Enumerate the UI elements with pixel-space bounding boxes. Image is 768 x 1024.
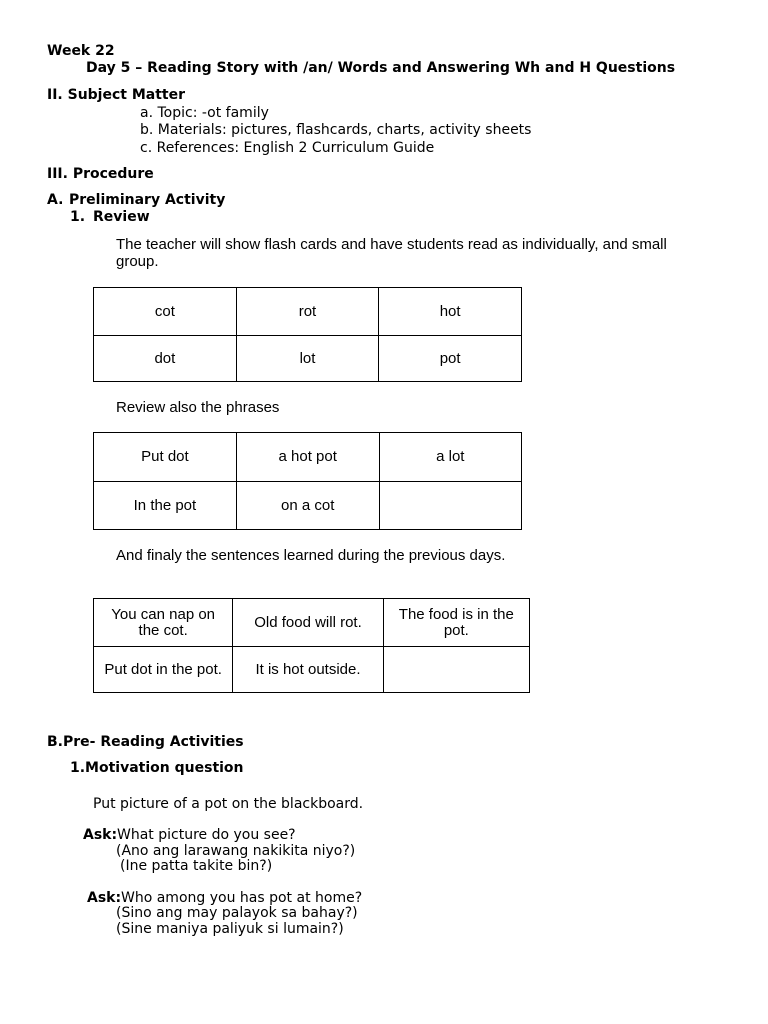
sentence-cell — [383, 599, 529, 647]
word-cell: lot — [236, 336, 379, 382]
phrase-cell: a hot pot — [236, 433, 379, 482]
word-cell: hot — [379, 288, 522, 336]
motivation-instruction: Put picture of a pot on the blackboard. — [93, 796, 364, 812]
word-cell: rot — [236, 288, 379, 336]
word-cell: dot — [94, 336, 237, 382]
sentence-cell — [233, 647, 383, 693]
review-instruction-line-2: group. — [116, 253, 159, 270]
phrase-cell: a lot — [379, 433, 521, 482]
word-cell: cot — [94, 288, 237, 336]
motivation-heading: 1.Motivation question — [70, 760, 244, 776]
phrase-cell — [379, 482, 521, 530]
sentence-cell-line: You can nap on — [111, 605, 216, 623]
procedure-heading: III. Procedure — [47, 166, 154, 182]
sentence-cell — [94, 599, 233, 647]
materials-line: b. Materials: pictures, flashcards, charts, activity sheets — [140, 122, 532, 138]
phrase-cell: on a cot — [236, 482, 379, 530]
ask-translation: (Ano ang larawang nakikita niyo?) — [116, 843, 356, 859]
sentence-cell — [94, 647, 233, 693]
week-label: Week 22 — [47, 43, 115, 59]
ask-label: Ask: — [87, 890, 122, 906]
sentence-cell-line: pot. — [443, 621, 469, 639]
word-cell: pot — [379, 336, 522, 382]
ask-question: What picture do you see? — [117, 827, 296, 843]
pre-reading-heading: B.Pre- Reading Activities — [47, 734, 244, 750]
sentence-cell-line: Old food will rot. — [254, 613, 362, 631]
ask-translation: (Ine patta takite bin?) — [120, 858, 273, 874]
sentence-cell-line: the cot. — [138, 621, 188, 639]
phrase-cell: In the pot — [94, 482, 237, 530]
day-title: Day 5 – Reading Story with /an/ Words and Answering Wh and H Questions — [86, 60, 676, 76]
ask-translation: (Sine maniya paliyuk si lumain?) — [116, 921, 344, 937]
review-instruction-line-1: The teacher will show flash cards and have students read as individually, and small — [116, 236, 667, 253]
phrase-cell: Put dot — [94, 433, 237, 482]
sentences-table — [93, 598, 530, 693]
sentence-cell — [383, 647, 529, 693]
phrases-intro: Review also the phrases — [116, 399, 280, 416]
preliminary-heading: Preliminary Activity — [69, 192, 226, 208]
review-number: 1. — [70, 209, 86, 225]
sentences-intro: And finaly the sentences learned during the previous days. — [116, 547, 506, 564]
phrases-table — [93, 432, 522, 530]
references-line: c. References: English 2 Curriculum Guide — [140, 140, 435, 156]
words-table — [93, 287, 522, 382]
ask-translation: (Sino ang may palayok sa bahay?) — [116, 905, 358, 921]
review-heading: Review — [93, 209, 150, 225]
ask-label: Ask: — [83, 827, 118, 843]
sentence-cell — [233, 599, 383, 647]
sentence-cell-line: The food is in the — [398, 605, 514, 623]
ask-question: Who among you has pot at home? — [121, 890, 363, 906]
sentence-cell-line: It is hot outside. — [255, 660, 361, 678]
sentence-cell-line: Put dot in the pot. — [104, 660, 222, 678]
subject-matter-heading: II. Subject Matter — [47, 87, 186, 103]
preliminary-letter: A. — [47, 192, 64, 208]
topic-line: a. Topic: -ot family — [140, 105, 269, 121]
